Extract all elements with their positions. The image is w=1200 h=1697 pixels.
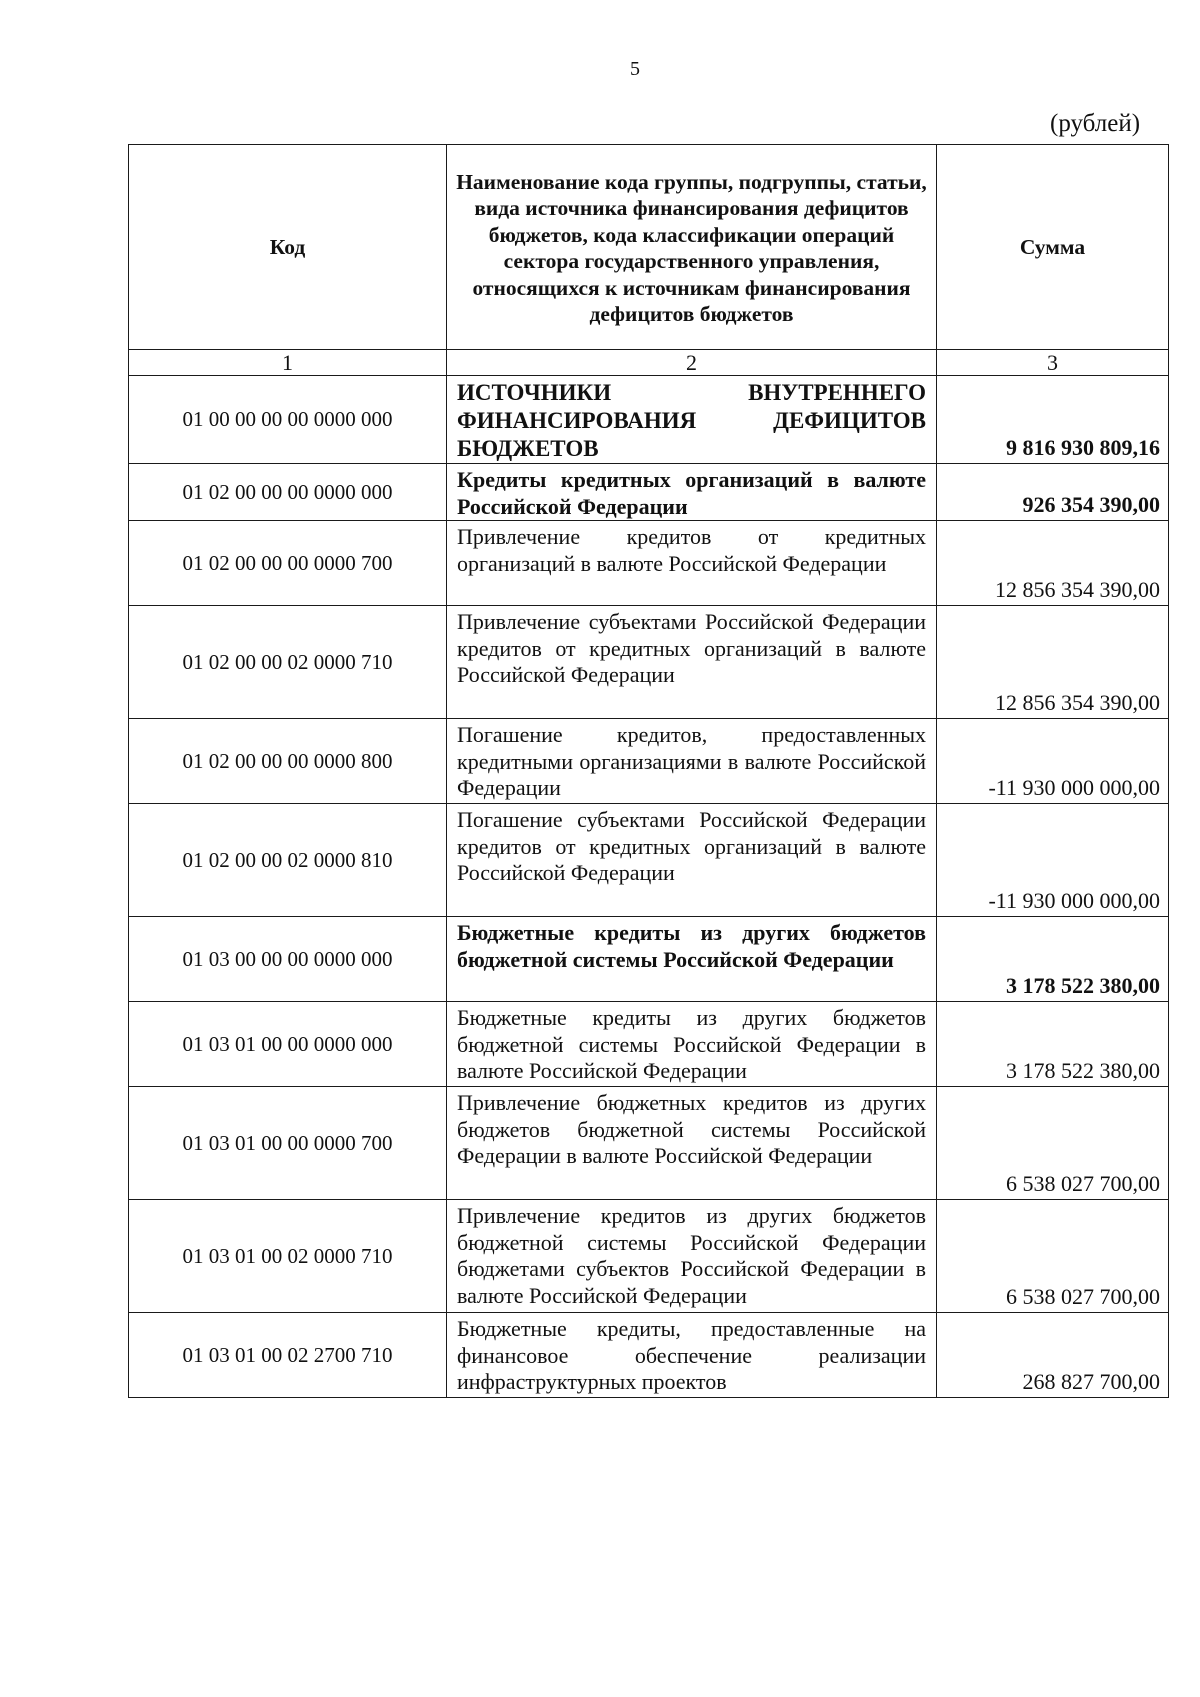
row-name: Погашение кредитов, предоставленных кредитными организациями в валюте Российской Федерации — [447, 719, 937, 804]
row-name: Погашение субъектами Российской Федерации кредитов от кредитных организаций в валюте Российской Федерации — [447, 804, 937, 917]
row-sum: 9 816 930 809,16 — [937, 376, 1169, 464]
table-row — [129, 1313, 1169, 1398]
row-code: 01 02 00 00 00 0000 000 — [129, 464, 447, 521]
row-code: 01 03 01 00 02 0000 710 — [129, 1200, 447, 1313]
row-sum: -11 930 000 000,00 — [937, 804, 1169, 917]
row-name: Привлечение кредитов от кредитных организаций в валюте Российской Федерации — [447, 521, 937, 606]
row-sum: 6 538 027 700,00 — [937, 1200, 1169, 1313]
units-label: (рублей) — [1050, 110, 1141, 137]
sum-column-header: Сумма — [937, 145, 1169, 350]
row-name: Привлечение субъектами Российской Федерации кредитов от кредитных организаций в валюте Российской Федерации — [447, 606, 937, 719]
row-name: Бюджетные кредиты из других бюджетов бюджетной системы Российской Федерации в валюте Российской Федерации — [447, 1002, 937, 1087]
table-row — [129, 804, 1169, 917]
row-code: 01 02 00 00 00 0000 700 — [129, 521, 447, 606]
row-sum: 268 827 700,00 — [937, 1313, 1169, 1398]
row-sum: 12 856 354 390,00 — [937, 521, 1169, 606]
row-sum: 926 354 390,00 — [937, 464, 1169, 521]
table-row — [129, 719, 1169, 804]
table-row — [129, 1002, 1169, 1087]
row-sum: -11 930 000 000,00 — [937, 719, 1169, 804]
row-code: 01 03 01 00 00 0000 000 — [129, 1002, 447, 1087]
row-code: 01 02 00 00 02 0000 810 — [129, 804, 447, 917]
column-number: 3 — [937, 350, 1169, 376]
row-code: 01 02 00 00 02 0000 710 — [129, 606, 447, 719]
row-sum: 6 538 027 700,00 — [937, 1087, 1169, 1200]
table-row — [129, 521, 1169, 606]
row-sum: 3 178 522 380,00 — [937, 1002, 1169, 1087]
header-row — [129, 145, 1169, 350]
row-sum: 3 178 522 380,00 — [937, 917, 1169, 1002]
row-code: 01 02 00 00 00 0000 800 — [129, 719, 447, 804]
row-name: Привлечение бюджетных кредитов из других бюджетов бюджетной системы Российской Федерации в валюте Российской Федерации — [447, 1087, 937, 1200]
row-name: ИСТОЧНИКИ ВНУТРЕННЕГО ФИНАНСИРОВАНИЯ ДЕФИЦИТОВ БЮДЖЕТОВ — [447, 376, 937, 464]
column-number: 2 — [447, 350, 937, 376]
page-number: 5 — [630, 58, 640, 80]
row-sum: 12 856 354 390,00 — [937, 606, 1169, 719]
row-name: Привлечение кредитов из других бюджетов бюджетной системы Российской Федерации бюджетами субъектов Российской Федерации в валюте Российской Федерации — [447, 1200, 937, 1313]
name-column-header: Наименование кода группы, подгруппы, статьи, вида источника финансирования дефицитов бюджетов, кода классификации операций сектора государственного управления, относящихся к источникам финансирования дефицитов бюджетов — [447, 145, 937, 350]
column-number-row — [129, 350, 1169, 376]
table-row — [129, 606, 1169, 719]
code-column-header: Код — [129, 145, 447, 350]
table-row — [129, 464, 1169, 521]
column-number: 1 — [129, 350, 447, 376]
table-row — [129, 376, 1169, 464]
row-name: Бюджетные кредиты из других бюджетов бюджетной системы Российской Федерации — [447, 917, 937, 1002]
row-name: Бюджетные кредиты, предоставленные на финансовое обеспечение реализации инфраструктурных проектов — [447, 1313, 937, 1398]
row-name: Кредиты кредитных организаций в валюте Российской Федерации — [447, 464, 937, 521]
table-row — [129, 1087, 1169, 1200]
row-code: 01 03 01 00 02 2700 710 — [129, 1313, 447, 1398]
row-code: 01 00 00 00 00 0000 000 — [129, 376, 447, 464]
financing-sources-table — [128, 144, 1169, 1398]
table-row — [129, 1200, 1169, 1313]
table-row — [129, 917, 1169, 1002]
row-code: 01 03 01 00 00 0000 700 — [129, 1087, 447, 1200]
row-code: 01 03 00 00 00 0000 000 — [129, 917, 447, 1002]
